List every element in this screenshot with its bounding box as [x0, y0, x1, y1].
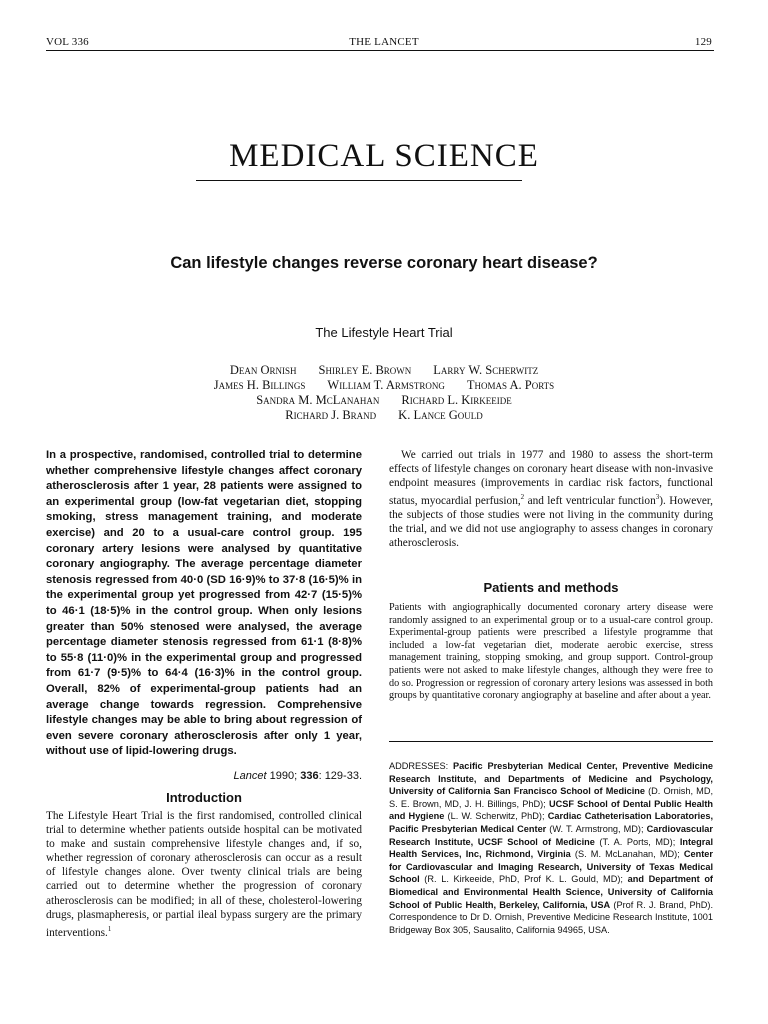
- author-name: Thomas A. Ports: [466, 378, 555, 392]
- addresses-rule: [389, 741, 713, 742]
- author-line: [0, 407, 768, 423]
- article-title: Can lifestyle changes reverse coronary heart disease?: [170, 254, 598, 272]
- addresses-label: ADDRESSES:: [389, 761, 454, 771]
- institution: Pacific Presbyterian Medical Center, Preventive Medicine Research Institute, and Departments of Medicine and Psychology, University of California San Francisco School of Medicine: [389, 761, 714, 797]
- footnote-ref: 2: [520, 493, 525, 502]
- author-name: Larry W. Scherwitz: [433, 363, 539, 377]
- citation: [46, 770, 362, 782]
- citation-volume: 336: [300, 770, 319, 782]
- author-name: K. Lance Gould: [398, 408, 483, 422]
- patients-methods-body: Patients with angiographically documented coronary artery disease were randomly assigned to an experimental group or to a usual-care control group. Experimental-group patients were prescribed a lifestyle programme that included a low-fat vegetarian diet, moderate aerobic exercise, stress management training, stopping smoking, and group support. Control-group patients were not asked to make lifestyle changes, although they were free to do so. Progression or regression of coronary artery lesions was assessed in both groups by quantitative coronary angiography at baseline and after about a year.: [389, 602, 713, 702]
- affiliation-names: (W. T. Armstrong, MD);: [546, 823, 647, 834]
- author-name: Richard L. Kirkeeide: [401, 393, 512, 407]
- page-number: 129: [694, 36, 712, 48]
- introduction-heading: Introduction: [166, 790, 242, 805]
- author-name: James H. Billings: [213, 378, 306, 392]
- citation-journal: Lancet: [233, 770, 267, 782]
- author-name: Shirley E. Brown: [318, 363, 412, 377]
- author-line: [0, 362, 768, 378]
- affiliation-names: (T. A. Ports, MD);: [594, 836, 680, 847]
- addresses-block: [389, 760, 713, 936]
- abstract: In a prospective, randomised, controlled trial to determine whether comprehensive lifestyle changes affect coronary atherosclerosis after 1 year, 28 patients were assigned to an experimental group (low-fat vegetarian diet, stopping smoking, stress management training, and moderate exercise) and 20 to a usual-care control group. 195 coronary artery lesions were analysed by quantitative coronary angiography. The average percentage diameter stenosis regressed from 40·0 (SD 16·9)% to 37·8 (16·5)% in the experimental group yet progressed from 42·7 (15·5)% to 46·1 (18·5)% in the control group. When only lesions greater than 50% stenosed were analysed, the average percentage diameter stenosis regressed from 61·1 (8·8)% to 55·8 (11·0)% in the experimental group and progressed from 61·7 (9·5)% to 64·4 (16·3)% in the control group. Overall, 82% of experimental-group patients had an average change towards regression. Comprehensive lifestyle changes may be able to bring about regression of even severe coronary atherosclerosis after only 1 year, without use of lipid-lowering drugs.: [46, 449, 362, 758]
- patients-methods-heading: Patients and methods: [483, 580, 619, 595]
- journal-name: THE LANCET: [349, 36, 419, 48]
- author-name: Sandra M. McLanahan: [256, 393, 380, 407]
- institution: Integral Health Services, Inc, Richmond, Virginia: [389, 836, 713, 860]
- citation-year: 1990;: [266, 770, 301, 782]
- header-rule: [46, 50, 714, 51]
- footnote-ref: 1: [107, 924, 112, 933]
- author-name: Dean Ornish: [229, 363, 297, 377]
- introduction-body: [46, 809, 362, 940]
- intro-paragraph: [389, 448, 713, 550]
- author-name: William T. Armstrong: [327, 378, 445, 392]
- affiliation-names: (S. M. McLanahan, MD);: [570, 849, 684, 860]
- intro-text: We carried out trials in 1977 and 1980 to assess the short-term effects of lifestyle changes on coronary heart disease with non-invasive endpoint measures (improvements in cardiac risk factors, functional status, myocardial perfusion,: [389, 449, 713, 508]
- institution: Cardiovascular Research Institute, UCSF School of Medicine: [389, 823, 713, 847]
- institution: Cardiac Catheterisation Laboratories, Pacific Presbyterian Medical Center: [389, 811, 714, 834]
- affiliation-names: (L. W. Scherwitz, PhD);: [444, 811, 548, 822]
- citation-pages: : 129-33.: [318, 770, 362, 782]
- author-line: [0, 392, 768, 408]
- institution: UCSF School of Dental Public Health and Hygiene: [389, 798, 714, 822]
- institution: Center for Cardiovascular and Imaging Research, University of Texas Medical School: [389, 849, 713, 885]
- author-name: Richard J. Brand: [285, 408, 377, 422]
- affiliation-names: (R. L. Kirkeeide, PhD, Prof K. L. Gould, MD);: [419, 874, 628, 885]
- section-title-rule: [196, 180, 522, 181]
- intro-text: and left ventricular function: [524, 495, 656, 508]
- footnote-ref: 3: [655, 493, 660, 502]
- affiliation-names: (Prof R. J. Brand, PhD). Correspondence to Dr D. Ornish, Preventive Medicine Research Institute, 1001 Bridgeway Box 305, Sausalito, California 94965, USA.: [389, 899, 713, 935]
- article-subtitle: The Lifestyle Heart Trial: [315, 325, 453, 340]
- intro-text: ). However, the subjects of those studies were not living in the community during the trial, and we did not use angiography to assess changes in coronary atherosclerosis.: [389, 495, 713, 550]
- author-line: [0, 377, 768, 393]
- volume-label: VOL 336: [46, 36, 89, 48]
- introduction-text: The Lifestyle Heart Trial is the first randomised, controlled clinical trial to determine whether patients outside hospital can be motivated to make and sustain comprehensive lifestyle changes and, if so, whether regression of coronary atherosclerosis can occur as a result of lifestyle changes alone. Over twenty clinical trials are being carried out to determine whether the progression of coronary atherosclerosis can be modified; in all of these, cholesterol-lowering drugs, plasmapheresis, or partial ileal bypass surgery are the primary interventions.: [46, 810, 362, 939]
- section-title: MEDICAL SCIENCE: [229, 138, 539, 174]
- institution: and Department of Biomedical and Environmental Health Science, University of California School of Public Health, Berkeley, California, USA: [389, 874, 713, 910]
- affiliation-names: (D. Ornish, MD, S. E. Brown, MD, J. H. Billings, PhD);: [389, 786, 714, 809]
